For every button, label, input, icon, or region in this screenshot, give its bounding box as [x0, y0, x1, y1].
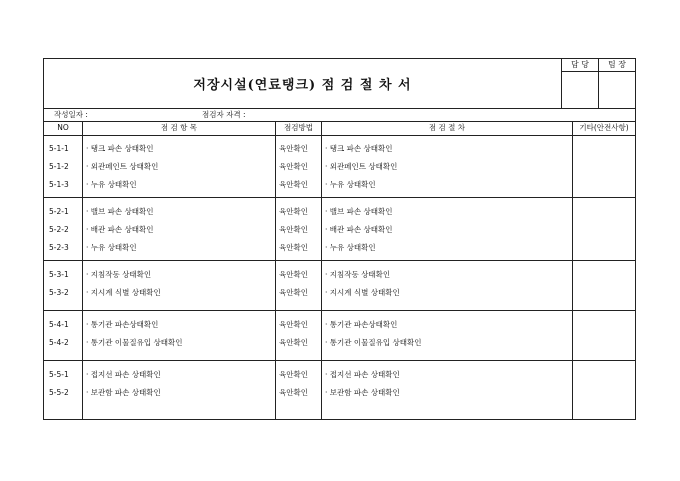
- row-no: 5-2-1: [49, 207, 69, 216]
- row-item: · 누유 상태확인: [86, 180, 137, 189]
- meta-row: [44, 108, 635, 122]
- row-no: 5-5-2: [49, 388, 69, 397]
- row-no: 5-1-1: [49, 144, 69, 153]
- row-method: 육안확인: [279, 320, 308, 329]
- table-row: [44, 224, 635, 236]
- row-method: 육안확인: [279, 162, 308, 171]
- row-procedure: · 밸브 파손 상태확인: [325, 207, 393, 216]
- table-row: [44, 287, 635, 299]
- row-method: 육안확인: [279, 270, 308, 279]
- row-item: · 지침작동 상태확인: [86, 270, 152, 279]
- row-item: · 통기관 이물질유입 상태확인: [86, 338, 183, 347]
- row-procedure: · 접지선 파손 상태확인: [325, 370, 400, 379]
- document-title: 저장시설(연료탱크) 점 검 절 차 서: [193, 78, 412, 93]
- row-item: · 누유 상태확인: [86, 243, 137, 252]
- table-header: [44, 121, 635, 136]
- inspection-sheet: [43, 58, 636, 420]
- row-method: 육안확인: [279, 243, 308, 252]
- table-row: [44, 369, 635, 381]
- table-row: [44, 179, 635, 191]
- table-row: [44, 161, 635, 173]
- row-method: 육안확인: [279, 225, 308, 234]
- table-row: [44, 319, 635, 331]
- table-row: [44, 143, 635, 155]
- row-no: 5-4-2: [49, 338, 69, 347]
- row-no: 5-1-3: [49, 180, 69, 189]
- row-item: · 보관함 파손 상태확인: [86, 388, 161, 397]
- header-procedure: 점 검 절 차: [321, 121, 572, 135]
- approval-box: [561, 59, 635, 108]
- row-procedure: · 누유 상태확인: [325, 180, 376, 189]
- row-item: · 탱크 파손 상태확인: [86, 144, 154, 153]
- row-group: [44, 198, 635, 261]
- row-item: · 외관페인트 상태확인: [86, 162, 159, 171]
- row-procedure: · 통기관 이물질유입 상태확인: [325, 338, 422, 347]
- approval-manager-label: 팀 장: [599, 59, 635, 72]
- row-method: 육안확인: [279, 288, 308, 297]
- approval-staff-label: 담 당: [562, 59, 598, 72]
- row-no: 5-3-2: [49, 288, 69, 297]
- row-no: 5-5-1: [49, 370, 69, 379]
- row-no: 5-2-3: [49, 243, 69, 252]
- approval-manager-cell: [599, 59, 635, 108]
- row-procedure: · 외관페인트 상태확인: [325, 162, 398, 171]
- row-method: 육안확인: [279, 338, 308, 347]
- row-method: 육안확인: [279, 370, 308, 379]
- row-method: 육안확인: [279, 144, 308, 153]
- header-method: 점검방법: [275, 121, 321, 135]
- table-row: [44, 242, 635, 254]
- row-procedure: · 배관 파손 상태확인: [325, 225, 393, 234]
- header-no: NO: [57, 123, 69, 132]
- row-no: 5-3-1: [49, 270, 69, 279]
- row-group: [44, 261, 635, 311]
- row-group: [44, 311, 635, 361]
- row-method: 육안확인: [279, 388, 308, 397]
- row-procedure: · 보관함 파손 상태확인: [325, 388, 400, 397]
- row-item: · 지시계 식별 상태확인: [86, 288, 161, 297]
- approval-staff-cell: [562, 59, 599, 108]
- written-date-label: 작성일자 :: [54, 110, 88, 119]
- row-item: · 배관 파손 상태확인: [86, 225, 154, 234]
- row-procedure: · 지시계 식별 상태확인: [325, 288, 400, 297]
- row-method: 육안확인: [279, 207, 308, 216]
- row-item: · 통기관 파손상태확인: [86, 320, 159, 329]
- header-etc: 기타(안전사항): [572, 121, 635, 135]
- row-no: 5-1-2: [49, 162, 69, 171]
- row-no: 5-4-1: [49, 320, 69, 329]
- row-item: · 밸브 파손 상태확인: [86, 207, 154, 216]
- row-item: · 접지선 파손 상태확인: [86, 370, 161, 379]
- table-body: [44, 135, 635, 419]
- table-row: [44, 206, 635, 218]
- row-procedure: · 탱크 파손 상태확인: [325, 144, 393, 153]
- title-row: [44, 59, 635, 109]
- table-row: [44, 269, 635, 281]
- table-row: [44, 337, 635, 349]
- row-procedure: · 통기관 파손상태확인: [325, 320, 398, 329]
- table-row: [44, 387, 635, 399]
- row-procedure: · 지침작동 상태확인: [325, 270, 391, 279]
- header-item: 점 검 항 목: [82, 121, 275, 135]
- row-group: [44, 135, 635, 198]
- row-method: 육안확인: [279, 180, 308, 189]
- inspector-qualification-label: 점검자 자격 :: [202, 110, 246, 119]
- row-no: 5-2-2: [49, 225, 69, 234]
- row-procedure: · 누유 상태확인: [325, 243, 376, 252]
- row-group: [44, 361, 635, 418]
